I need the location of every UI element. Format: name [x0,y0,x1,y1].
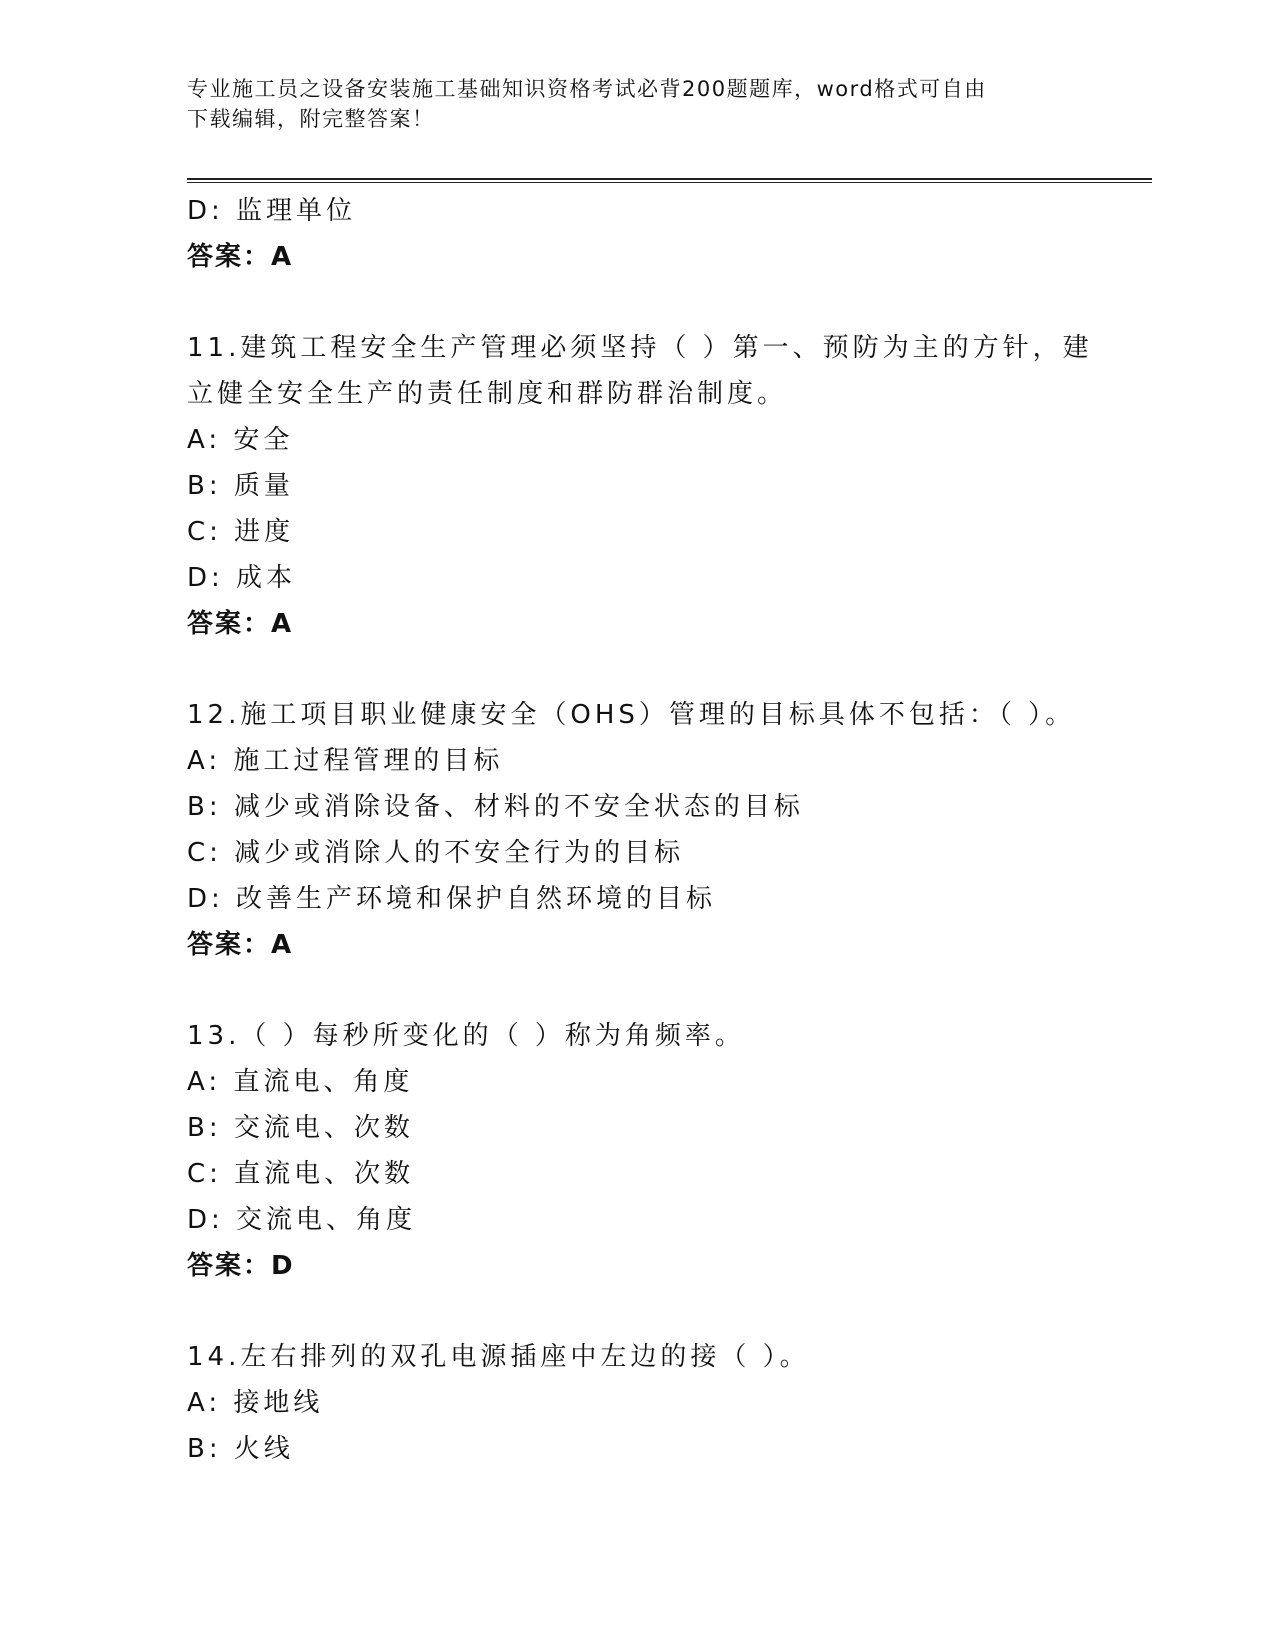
option-a: A: 施工过程管理的目标 [187,746,504,776]
option-a: A: 接地线 [187,1388,324,1418]
question-stem: 立健全安全生产的责任制度和群防群治制度。 [187,379,788,409]
option-c: C: 进度 [187,517,295,547]
question-stem: 14.左右排列的双孔电源插座中左边的接（ ）。 [187,1342,810,1372]
option-d: D: 成本 [187,563,297,593]
spacer [187,1289,1087,1334]
header-line-2: 下载编辑，附完整答案！ [187,107,435,131]
question-12 [187,692,1087,968]
question-14 [187,1334,1087,1472]
option-b: B: 火线 [187,1434,294,1464]
spacer [187,968,1087,1013]
header-divider-thick [187,178,1152,180]
question-stem: 11.建筑工程安全生产管理必须坚持（ ）第一、预防为主的方针，建 [187,333,1093,363]
question-stem: 12.施工项目职业健康安全（OHS）管理的目标具体不包括：（ ）。 [187,700,1076,730]
answer: 答案：A [187,609,294,639]
header-line-1: 专业施工员之设备安装施工基础知识资格考试必背200题题库，word格式可自由 [187,77,987,101]
answer: 答案：A [187,242,294,272]
option-b: B: 交流电、次数 [187,1113,414,1143]
question-13 [187,1013,1087,1289]
document-header [187,74,1067,134]
option-d: D: 监理单位 [187,196,357,226]
header-divider-thin [187,182,1152,183]
option-c: C: 减少或消除人的不安全行为的目标 [187,838,685,868]
question-list [187,188,1093,1472]
option-a: A: 安全 [187,425,294,455]
option-a: A: 直流电、角度 [187,1067,414,1097]
answer: 答案：D [187,1251,295,1281]
spacer [187,647,1087,692]
question-11 [187,325,1093,647]
spacer [187,280,1087,325]
question-stem: 13.（ ）每秒所变化的（ ）称为角频率。 [187,1021,745,1051]
option-b: B: 减少或消除设备、材料的不安全状态的目标 [187,792,804,822]
option-d: D: 改善生产环境和保护自然环境的目标 [187,884,717,914]
option-d: D: 交流电、角度 [187,1205,417,1235]
option-b: B: 质量 [187,471,294,501]
answer: 答案：A [187,930,294,960]
option-c: C: 直流电、次数 [187,1159,415,1189]
